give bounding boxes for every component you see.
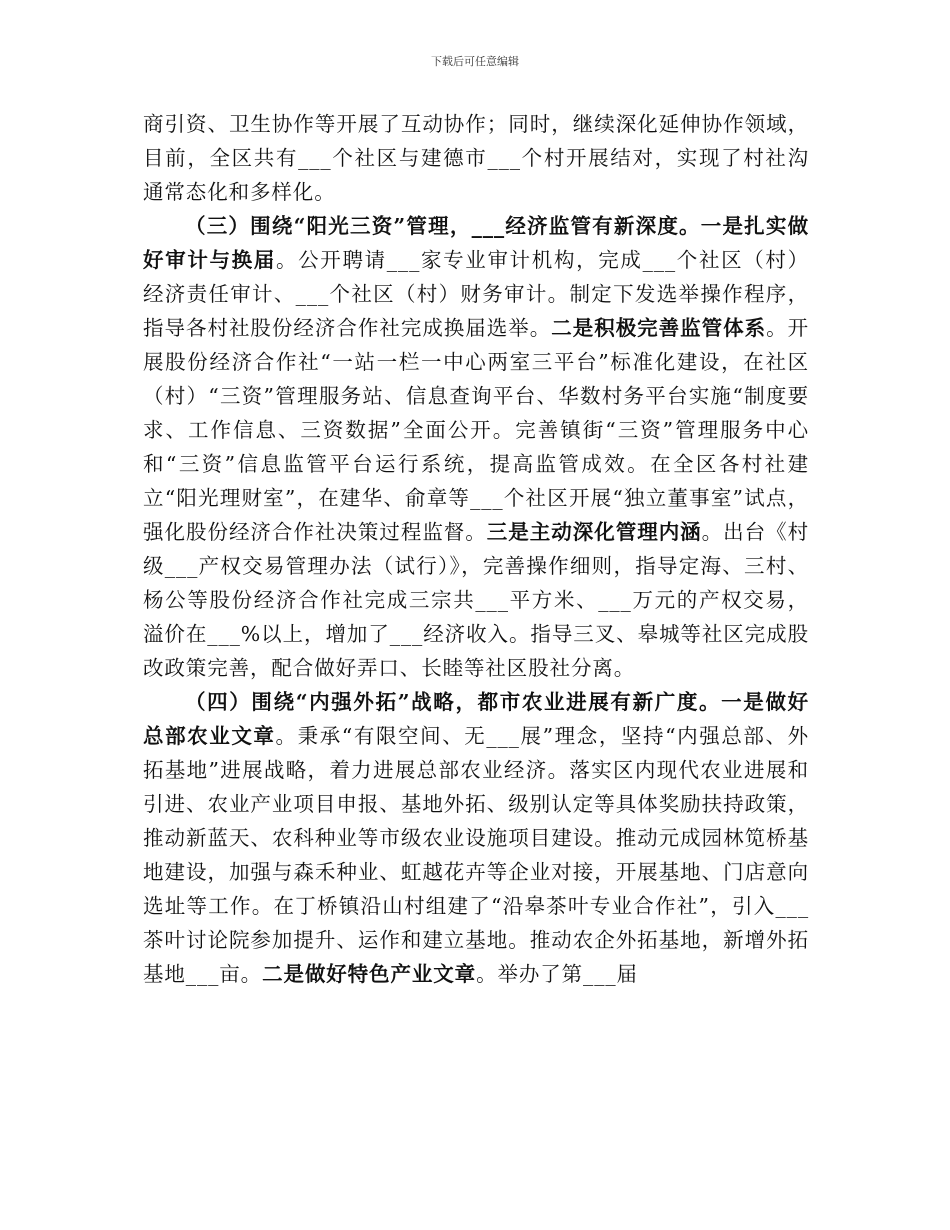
point-heading: 二是做好特色产业文章 xyxy=(262,962,477,986)
paragraph-3 xyxy=(143,685,809,991)
paragraph-1-text: 商引资、卫生协作等开展了互动协作；同时，继续深化延伸协作领域，目前，全区共有___个社区与建德市___个村开展结对，实现了村社沟通常态化和多样化。 xyxy=(143,112,809,204)
point-heading: 二是积极完善监管体系 xyxy=(551,316,767,340)
point-heading: 一是做好总部农业文章 xyxy=(143,690,809,748)
body-text: 。出台《村级___产权交易管理办法（试行）》，完善操作细则，指导定海、三村、杨公等股份经济合作社完成三宗共___平方米、___万元的产权交易，溢价在___%以上，增加了___经济收入。指导三叉、皋城等社区完成股改政策完善，配合做好弄口、长睦等社区股社分离。 xyxy=(143,520,810,680)
document-body xyxy=(143,107,809,991)
paragraph-1 xyxy=(143,107,809,209)
body-text: 。秉承“有限空间、无___展”理念，坚持“内强总部、外拓基地”进展战略，着力进展总部农业经济。落实区内现代农业进展和引进、农业产业项目申报、基地外拓、级别认定等具体奖励扶持政策，推动新蓝天、农科种业等市级农业设施项目建设。推动元成园林笕桥基地建设，加强与森禾种业、虹越花卉等企业对接，开展基地、门店意向选址等工作。在丁桥镇沿山村组建了“沿皋茶叶专业合作社”，引入___茶叶讨论院参加提升、运作和建立基地。推动农企外拓基地，新增外拓基地___亩。 xyxy=(143,724,809,986)
paragraph-2 xyxy=(143,209,809,685)
page-header: 下载后可任意编辑 xyxy=(431,55,519,68)
section-heading-4: （四）围绕“内强外拓”战略，都市农业进展有新广度。 xyxy=(185,690,722,714)
body-text: 。公开聘请___家专业审计机构，完成___个社区（村）经济责任审计、___个社区（村）财务审计。制定下发选举操作程序，指导各村社股份经济合作社完成换届选举。 xyxy=(143,248,809,340)
body-text: 。举办了第___届 xyxy=(476,962,638,986)
body-text: 。开展股份经济合作社“一站一栏一中心两室三平台”标准化建设，在社区（村）“三资”管理服务站、信息查询平台、华数村务平台实施“制度要求、工作信息、三资数据”全面公开。完善镇街“三资”管理服务中心和“三资”信息监管平台运行系统，提高监管成效。在全区各村社建立“阳光理财室”，在建华、俞章等___个社区开展“独立董事室”试点，强化股份经济合作社决策过程监督。 xyxy=(143,316,809,544)
point-heading: 三是主动深化管理内涵 xyxy=(486,520,702,544)
point-heading: 一是扎实做好审计与换届 xyxy=(143,214,810,272)
section-heading-3: （三）围绕“阳光三资”管理，___经济监管有新深度。 xyxy=(185,214,701,238)
